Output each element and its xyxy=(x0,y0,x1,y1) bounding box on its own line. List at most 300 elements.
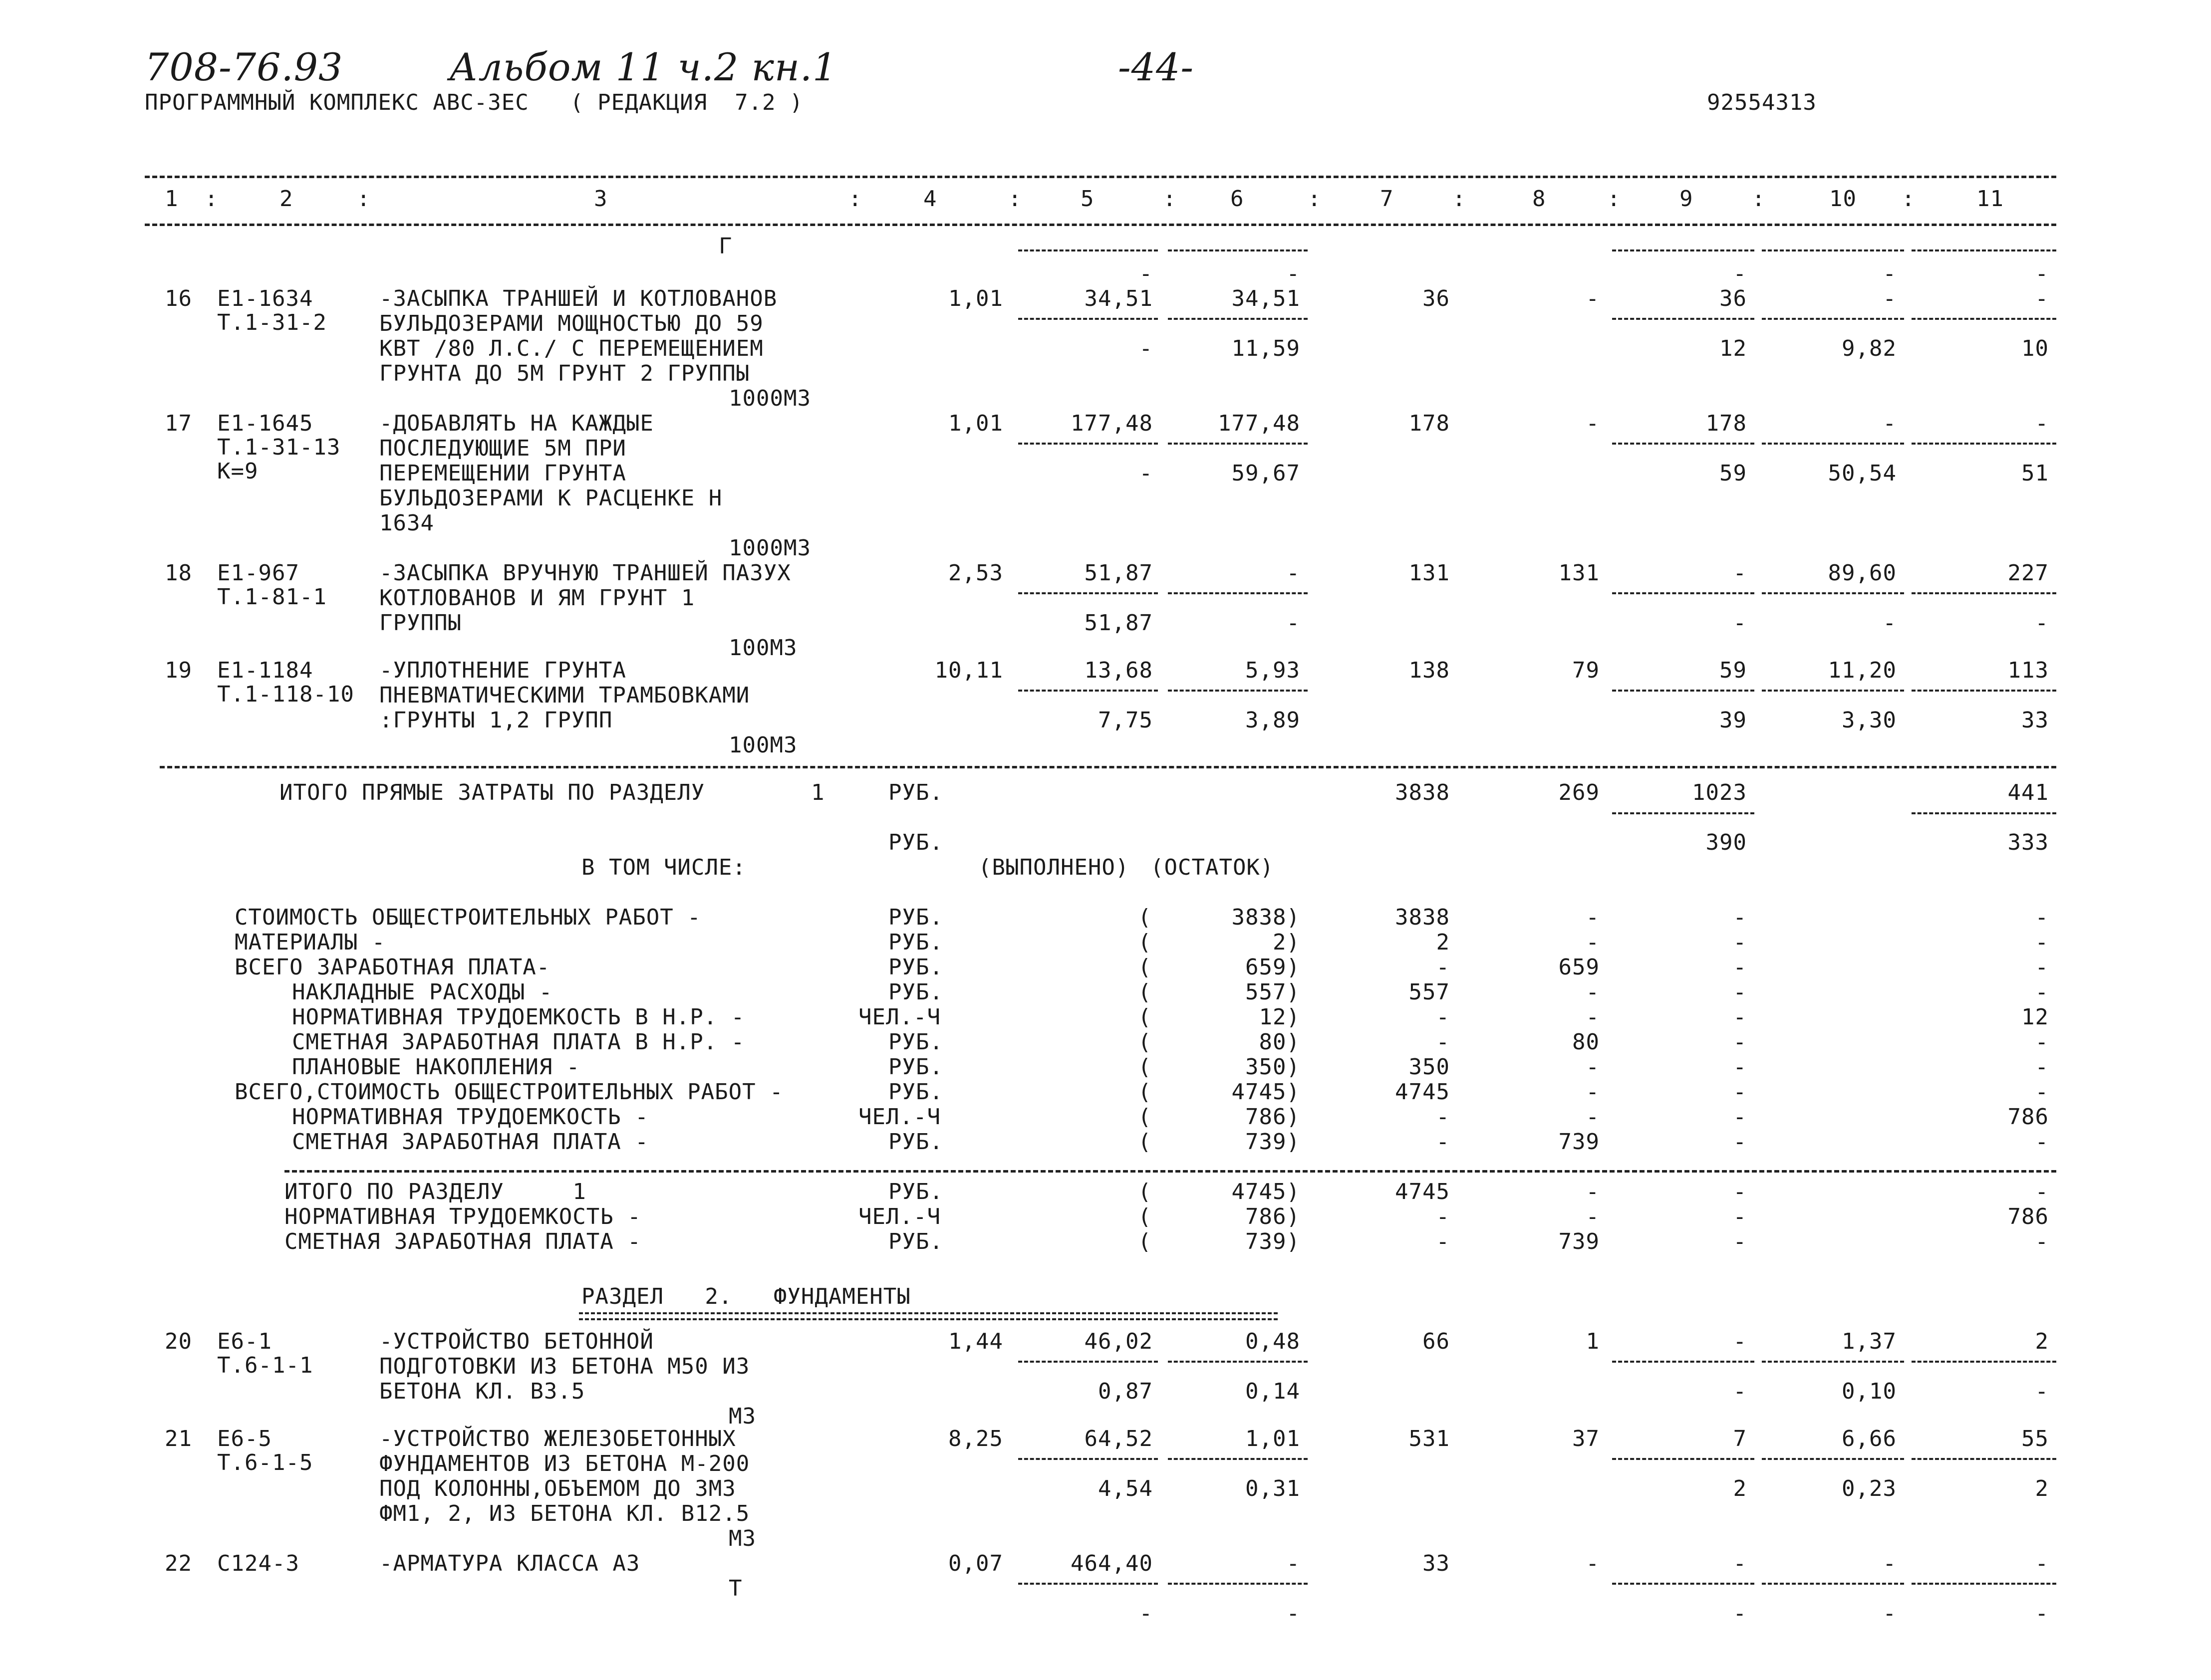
cell-col9-bottom: - xyxy=(1733,1601,1747,1626)
item-code: Е6-1 xyxy=(217,1329,272,1354)
summary-label: НОРМАТИВНАЯ ТРУДОЕМКОСТЬ - xyxy=(292,1104,649,1130)
unit-label: Г xyxy=(719,234,733,259)
cell-underline-5 xyxy=(1018,592,1158,594)
section-total-c8: - xyxy=(1586,1204,1600,1229)
column-separator: : xyxy=(848,186,862,212)
cell-col8: 79 xyxy=(1572,658,1600,683)
item-code: Е1-967 xyxy=(217,560,299,586)
cell-dash: - xyxy=(2035,261,2049,286)
cell-col10-top: - xyxy=(1883,286,1897,311)
cell-col6-top: - xyxy=(1286,560,1300,586)
item-reference: Т.1-31-2 xyxy=(217,310,327,335)
summary-open-paren: ( xyxy=(1138,905,1152,930)
summary-open-paren: ( xyxy=(1138,1004,1152,1030)
cell-col6-top: 1,01 xyxy=(1245,1426,1300,1451)
summary-c9: - xyxy=(1733,1054,1747,1080)
summary-c9: - xyxy=(1733,1004,1747,1030)
item-unit: 1000М3 xyxy=(729,386,811,411)
section-total-c9: - xyxy=(1733,1229,1747,1254)
summary-open-paren: ( xyxy=(1138,930,1152,955)
cell-col8: 131 xyxy=(1558,560,1600,586)
item-description: КОТЛОВАНОВ И ЯМ ГРУНТ 1 xyxy=(379,585,695,611)
item-code: Е1-1184 xyxy=(217,658,313,683)
cell-col6-top: - xyxy=(1286,1551,1300,1576)
summary-c8: - xyxy=(1586,930,1600,955)
column-separator: : xyxy=(1752,186,1766,212)
cell-underline-5 xyxy=(1018,318,1158,320)
summary-unit: РУБ. xyxy=(888,979,943,1005)
summary-open-paren: ( xyxy=(1138,1054,1152,1080)
cell-underline-11 xyxy=(1912,1361,2056,1363)
cell-col5-bottom: - xyxy=(1139,461,1153,486)
summary-label: НАКЛАДНЫЕ РАСХОДЫ - xyxy=(292,979,553,1005)
section-total-open-paren: ( xyxy=(1138,1204,1152,1229)
cell-col9-top: - xyxy=(1733,1329,1747,1354)
item-description: БУЛЬДОЗЕРАМИ МОЩНОСТЬЮ ДО 59 xyxy=(379,311,764,336)
summary-c7: 557 xyxy=(1408,979,1450,1005)
cell-col6-bottom: - xyxy=(1286,610,1300,636)
item-description: ПОСЛЕДУЮЩИЕ 5М ПРИ xyxy=(379,436,626,461)
summary-label: МАТЕРИАЛЫ - xyxy=(235,930,386,955)
header-top-rule xyxy=(145,176,2056,178)
cell-col9-top: 7 xyxy=(1733,1426,1747,1451)
summary-c9: - xyxy=(1733,1079,1747,1105)
column-header-2: 2 xyxy=(279,186,293,212)
cell-underline-11 xyxy=(1912,443,2056,445)
cell-col8: 1 xyxy=(1586,1329,1600,1354)
summary-label: ВСЕГО ЗАРАБОТНАЯ ПЛАТА- xyxy=(235,955,551,980)
including-label: В ТОМ ЧИСЛЕ: xyxy=(581,855,746,880)
program-line: ПРОГРАММНЫЙ КОМПЛЕКС АВС-ЗЕС ( РЕДАКЦИЯ 7.2 ) xyxy=(145,90,804,115)
cell-underline-11 xyxy=(1912,1458,2056,1460)
summary-value: 4745) xyxy=(1231,1079,1300,1105)
cell-col5-top: 34,51 xyxy=(1084,286,1153,311)
cell-col7: 66 xyxy=(1422,1329,1450,1354)
summary-label: ПЛАНОВЫЕ НАКОПЛЕНИЯ - xyxy=(292,1054,580,1080)
column-header-5: 5 xyxy=(1081,186,1095,212)
rest-label: (ОСТАТОК) xyxy=(1150,855,1274,880)
summary-c7: 4745 xyxy=(1395,1079,1450,1105)
summary-label: СМЕТНАЯ ЗАРАБОТНАЯ ПЛАТА В Н.Р. - xyxy=(292,1029,745,1055)
cell-underline-10 xyxy=(1762,592,1904,594)
item-coefficient: К=9 xyxy=(217,459,259,484)
cell-underline-6 xyxy=(1168,1458,1308,1460)
item-reference: Т.1-81-1 xyxy=(217,584,327,610)
summary-open-paren: ( xyxy=(1138,1079,1152,1105)
page-number: -44- xyxy=(1118,45,1194,89)
cell-col5-bottom: 51,87 xyxy=(1084,610,1153,636)
summary-c8: - xyxy=(1586,1004,1600,1030)
cell-col6-bottom: 0,14 xyxy=(1245,1379,1300,1404)
item-unit: 1000М3 xyxy=(729,535,811,561)
item-number: 22 xyxy=(165,1551,192,1576)
section-2-double-rule xyxy=(579,1312,1278,1320)
item-description: -ЗАСЫПКА ВРУЧНУЮ ТРАНШЕЙ ПАЗУХ xyxy=(379,560,791,586)
cell-dash: - xyxy=(1733,261,1747,286)
summary-unit: РУБ. xyxy=(888,1029,943,1055)
summary-unit: РУБ. xyxy=(888,1079,943,1105)
cell-col5-bottom: 0,87 xyxy=(1098,1379,1153,1404)
cell-col4: 8,25 xyxy=(948,1426,1003,1451)
document-number: 92554313 xyxy=(1707,90,1817,115)
cell-col8: 37 xyxy=(1572,1426,1600,1451)
total-direct-section: 1 xyxy=(811,780,825,805)
summary-c11: 12 xyxy=(2021,1004,2049,1030)
cell-col11-bottom: 2 xyxy=(2035,1476,2049,1501)
item-unit: М3 xyxy=(729,1404,756,1429)
cell-col6-bottom: - xyxy=(1286,1601,1300,1626)
cell-underline-6 xyxy=(1168,592,1308,594)
doc-code: 708-76.93 xyxy=(145,45,343,89)
cell-col5-bottom: - xyxy=(1139,336,1153,361)
item-unit: Т xyxy=(729,1576,743,1601)
cell-col5-bottom: 7,75 xyxy=(1098,708,1153,733)
cell-col10-bottom: 0,23 xyxy=(1842,1476,1897,1501)
cell-underline-10 xyxy=(1762,1458,1904,1460)
cell-underline-10 xyxy=(1762,443,1904,445)
cell-col5-top: 464,40 xyxy=(1071,1551,1153,1576)
item-unit: 100М3 xyxy=(729,635,798,661)
summary-unit: РУБ. xyxy=(888,1054,943,1080)
summary-value: 786) xyxy=(1245,1104,1300,1130)
cell-col7: 178 xyxy=(1408,411,1450,436)
cell-col10-top: 1,37 xyxy=(1842,1329,1897,1354)
section-total-unit: РУБ. xyxy=(888,1229,943,1254)
cell-underline-5 xyxy=(1018,1458,1158,1460)
cell-col9-bottom: 59 xyxy=(1719,461,1747,486)
summary-value: 12) xyxy=(1259,1004,1300,1030)
summary-c9: - xyxy=(1733,1129,1747,1155)
cell-underline-6 xyxy=(1168,1361,1308,1363)
done-label: (ВЫПОЛНЕНО) xyxy=(978,855,1129,880)
cell-underline-10 xyxy=(1762,1583,1904,1585)
cell-col10-top: - xyxy=(1883,1551,1897,1576)
summary-value: 557) xyxy=(1245,979,1300,1005)
summary-open-paren: ( xyxy=(1138,1104,1152,1130)
summary-unit: РУБ. xyxy=(888,1129,943,1155)
summary-unit: ЧЕЛ.-Ч xyxy=(858,1004,941,1030)
cell-underline-6 xyxy=(1168,1583,1308,1585)
column-separator: : xyxy=(205,186,219,212)
cell-col9-bottom: 2 xyxy=(1733,1476,1747,1501)
cell-underline-6 xyxy=(1168,690,1308,692)
cell-col4: 1,01 xyxy=(948,286,1003,311)
cell-underline-5 xyxy=(1018,690,1158,692)
summary-c7: - xyxy=(1436,955,1450,980)
total-direct-c11: 441 xyxy=(2007,780,2049,805)
cell-col9-top: 59 xyxy=(1719,658,1747,683)
summary-c9: - xyxy=(1733,955,1747,980)
item-reference: Т.6-1-1 xyxy=(217,1353,313,1378)
section-rule xyxy=(160,766,2056,768)
section-total-open-paren: ( xyxy=(1138,1179,1152,1204)
summary-c9: - xyxy=(1733,930,1747,955)
cell-col8: - xyxy=(1586,1551,1600,1576)
cell-col7: 33 xyxy=(1422,1551,1450,1576)
cell-col10-bottom: 3,30 xyxy=(1842,708,1897,733)
item-description: БЕТОНА КЛ. В3.5 xyxy=(379,1379,585,1404)
summary-c8: - xyxy=(1586,1104,1600,1130)
cell-underline-5 xyxy=(1018,249,1158,251)
cell-underline-10 xyxy=(1762,318,1904,320)
cell-col10-top: 11,20 xyxy=(1828,658,1897,683)
cell-col10-top: - xyxy=(1883,411,1897,436)
cell-col11-bottom: - xyxy=(2035,1379,2049,1404)
cell-col8: - xyxy=(1586,411,1600,436)
item-description: -УСТРОЙСТВО ЖЕЛЕЗОБЕТОННЫХ xyxy=(379,1426,736,1451)
item-reference: Т.1-118-10 xyxy=(217,682,354,707)
summary-open-paren: ( xyxy=(1138,955,1152,980)
item-number: 17 xyxy=(165,411,192,436)
cell-underline-9 xyxy=(1612,249,1754,251)
summary-c11: - xyxy=(2035,1079,2049,1105)
summary-c9: - xyxy=(1733,1104,1747,1130)
cell-underline-10 xyxy=(1762,1361,1904,1363)
cell-col6-top: 0,48 xyxy=(1245,1329,1300,1354)
summary-c7: - xyxy=(1436,1104,1450,1130)
item-description: -УПЛОТНЕНИЕ ГРУНТА xyxy=(379,658,626,683)
cell-col9-bottom: 12 xyxy=(1719,336,1747,361)
column-header-3: 3 xyxy=(594,186,608,212)
item-reference: Т.1-31-13 xyxy=(217,435,341,460)
total-direct-c9: 1023 xyxy=(1692,780,1747,805)
summary-c11: - xyxy=(2035,1054,2049,1080)
item-description: ГРУППЫ xyxy=(379,610,462,636)
section-total-unit: РУБ. xyxy=(888,1179,943,1204)
cell-underline-9 xyxy=(1612,443,1754,445)
summary-c11: - xyxy=(2035,905,2049,930)
item-number: 18 xyxy=(165,560,192,586)
summary-value: 350) xyxy=(1245,1054,1300,1080)
cell-col4: 0,07 xyxy=(948,1551,1003,1576)
section-total-value: 786) xyxy=(1245,1204,1300,1229)
cell-underline-11 xyxy=(1912,318,2056,320)
section-total-c7: 4745 xyxy=(1395,1179,1450,1204)
cell-underline-9 xyxy=(1612,1458,1754,1460)
summary-c8: 659 xyxy=(1558,955,1600,980)
item-description: -АРМАТУРА КЛАССА А3 xyxy=(379,1551,640,1576)
cell-col9-bottom: - xyxy=(1733,1379,1747,1404)
section-total-label: СМЕТНАЯ ЗАРАБОТНАЯ ПЛАТА - xyxy=(284,1229,641,1254)
summary-value: 80) xyxy=(1259,1029,1300,1055)
total-direct-unit2: РУБ. xyxy=(888,830,943,855)
section-total-c9: - xyxy=(1733,1179,1747,1204)
summary-c7: - xyxy=(1436,1129,1450,1155)
cell-col8: - xyxy=(1586,286,1600,311)
cell-underline-9 xyxy=(1612,592,1754,594)
cell-col6-bottom: 11,59 xyxy=(1231,336,1300,361)
cell-col4: 10,11 xyxy=(934,658,1003,683)
cell-underline-10 xyxy=(1762,249,1904,251)
cell-col4: 2,53 xyxy=(948,560,1003,586)
total-direct-unit: РУБ. xyxy=(888,780,943,805)
summary-c11: - xyxy=(2035,955,2049,980)
cell-col7: 531 xyxy=(1408,1426,1450,1451)
cell-col5-bottom: - xyxy=(1139,1601,1153,1626)
cell-underline-11 xyxy=(1912,812,2056,814)
summary-label: ВСЕГО,СТОИМОСТЬ ОБЩЕСТРОИТЕЛЬНЫХ РАБОТ - xyxy=(235,1079,784,1105)
cell-col10-bottom: - xyxy=(1883,1601,1897,1626)
cell-underline-5 xyxy=(1018,443,1158,445)
total-direct-label: ИТОГО ПРЯМЫЕ ЗАТРАТЫ ПО РАЗДЕЛУ xyxy=(279,780,705,805)
cell-col5-top: 64,52 xyxy=(1084,1426,1153,1451)
cell-col11-top: - xyxy=(2035,1551,2049,1576)
cell-underline-5 xyxy=(1018,1361,1158,1363)
cell-underline-11 xyxy=(1912,249,2056,251)
item-reference: Т.6-1-5 xyxy=(217,1450,313,1475)
item-description: ГРУНТА ДО 5М ГРУНТ 2 ГРУППЫ xyxy=(379,361,750,386)
summary-unit: РУБ. xyxy=(888,905,943,930)
section-total-value: 4745) xyxy=(1231,1179,1300,1204)
item-number: 19 xyxy=(165,658,192,683)
item-description: 1634 xyxy=(379,510,434,536)
cell-col10-bottom: 50,54 xyxy=(1828,461,1897,486)
cell-col9-top: - xyxy=(1733,1551,1747,1576)
column-separator: : xyxy=(1607,186,1621,212)
item-description: ПЕРЕМЕЩЕНИИ ГРУНТА xyxy=(379,461,626,486)
cell-col10-bottom: 9,82 xyxy=(1842,336,1897,361)
section-total-open-paren: ( xyxy=(1138,1229,1152,1254)
summary-open-paren: ( xyxy=(1138,1129,1152,1155)
cell-col9-bottom: 39 xyxy=(1719,708,1747,733)
section-total-c9: - xyxy=(1733,1204,1747,1229)
cell-col9-top: - xyxy=(1733,560,1747,586)
cell-col6-bottom: 3,89 xyxy=(1245,708,1300,733)
item-unit: 100М3 xyxy=(729,732,798,758)
item-description: ФМ1, 2, ИЗ БЕТОНА КЛ. В12.5 xyxy=(379,1501,750,1526)
cell-col11-top: - xyxy=(2035,286,2049,311)
column-header-10: 10 xyxy=(1829,186,1857,212)
item-code: Е6-5 xyxy=(217,1426,272,1451)
section-total-label: НОРМАТИВНАЯ ТРУДОЕМКОСТЬ - xyxy=(284,1204,641,1229)
column-header-1: 1 xyxy=(165,186,179,212)
column-header-11: 11 xyxy=(1976,186,2004,212)
section-total-unit: ЧЕЛ.-Ч xyxy=(858,1204,941,1229)
cell-col11-top: 2 xyxy=(2035,1329,2049,1354)
cell-col5-top: 51,87 xyxy=(1084,560,1153,586)
item-number: 16 xyxy=(165,286,192,311)
summary-c11: - xyxy=(2035,930,2049,955)
cell-col4: 1,44 xyxy=(948,1329,1003,1354)
item-description: ПНЕВМАТИЧЕСКИМИ ТРАМБОВКАМИ xyxy=(379,683,750,708)
item-description: ПОДГОТОВКИ ИЗ БЕТОНА М50 ИЗ xyxy=(379,1354,750,1379)
cell-underline-11 xyxy=(1912,1583,2056,1585)
summary-unit: ЧЕЛ.-Ч xyxy=(858,1104,941,1130)
item-description: -ДОБАВЛЯТЬ НА КАЖДЫЕ xyxy=(379,411,654,436)
total-direct-c9b: 390 xyxy=(1705,830,1747,855)
cell-col11-bottom: 10 xyxy=(2021,336,2049,361)
cell-col9-top: 36 xyxy=(1719,286,1747,311)
cell-underline-10 xyxy=(1762,690,1904,692)
summary-value: 739) xyxy=(1245,1129,1300,1155)
cell-underline-9 xyxy=(1612,812,1754,814)
summary-c7: 3838 xyxy=(1395,905,1450,930)
cell-col11-top: 227 xyxy=(2007,560,2049,586)
summary-c9: - xyxy=(1733,905,1747,930)
summary-c7: 350 xyxy=(1408,1054,1450,1080)
cell-col7: 131 xyxy=(1408,560,1450,586)
cell-underline-11 xyxy=(1912,592,2056,594)
cell-underline-6 xyxy=(1168,249,1308,251)
section-total-c11: 786 xyxy=(2007,1204,2049,1229)
summary-open-paren: ( xyxy=(1138,1029,1152,1055)
cell-col5-top: 13,68 xyxy=(1084,658,1153,683)
item-code: Е1-1634 xyxy=(217,286,313,311)
section-rule xyxy=(284,1170,2056,1173)
summary-value: 659) xyxy=(1245,955,1300,980)
section-total-c11: - xyxy=(2035,1179,2049,1204)
cell-underline-9 xyxy=(1612,690,1754,692)
summary-c7: 2 xyxy=(1436,930,1450,955)
item-description: -ЗАСЫПКА ТРАНШЕЙ И КОТЛОВАНОВ xyxy=(379,286,778,311)
section-total-c7: - xyxy=(1436,1204,1450,1229)
cell-dash: - xyxy=(1139,261,1153,286)
item-description: ФУНДАМЕНТОВ ИЗ БЕТОНА М-200 xyxy=(379,1451,750,1476)
cell-dash: - xyxy=(1883,261,1897,286)
cell-col5-bottom: 4,54 xyxy=(1098,1476,1153,1501)
section-total-c7: - xyxy=(1436,1229,1450,1254)
cell-underline-5 xyxy=(1018,1583,1158,1585)
summary-c8: - xyxy=(1586,979,1600,1005)
item-unit: М3 xyxy=(729,1526,756,1551)
summary-c8: 80 xyxy=(1572,1029,1600,1055)
header-bottom-rule xyxy=(145,224,2056,226)
summary-open-paren: ( xyxy=(1138,979,1152,1005)
cell-underline-6 xyxy=(1168,318,1308,320)
cell-col10-bottom: - xyxy=(1883,610,1897,636)
cell-underline-9 xyxy=(1612,318,1754,320)
item-code: Е1-1645 xyxy=(217,411,313,436)
section-total-value: 739) xyxy=(1245,1229,1300,1254)
item-description: -УСТРОЙСТВО БЕТОННОЙ xyxy=(379,1329,654,1354)
cell-col6-top: 34,51 xyxy=(1231,286,1300,311)
column-header-9: 9 xyxy=(1679,186,1693,212)
cell-underline-9 xyxy=(1612,1361,1754,1363)
section-total-c8: - xyxy=(1586,1179,1600,1204)
cell-col6-top: 177,48 xyxy=(1218,411,1300,436)
summary-c8: 739 xyxy=(1558,1129,1600,1155)
column-separator: : xyxy=(1452,186,1466,212)
cell-col11-top: 113 xyxy=(2007,658,2049,683)
cell-col6-bottom: 59,67 xyxy=(1231,461,1300,486)
summary-c8: - xyxy=(1586,1054,1600,1080)
column-separator: : xyxy=(1163,186,1177,212)
cell-col6-bottom: 0,31 xyxy=(1245,1476,1300,1501)
cell-underline-11 xyxy=(1912,690,2056,692)
cell-col5-top: 177,48 xyxy=(1071,411,1153,436)
summary-c11: - xyxy=(2035,1029,2049,1055)
cell-underline-9 xyxy=(1612,1583,1754,1585)
section-total-c8: 739 xyxy=(1558,1229,1600,1254)
cell-col11-bottom: 51 xyxy=(2021,461,2049,486)
column-separator: : xyxy=(1308,186,1322,212)
cell-col11-bottom: 33 xyxy=(2021,708,2049,733)
summary-c7: - xyxy=(1436,1029,1450,1055)
cell-col10-bottom: 0,10 xyxy=(1842,1379,1897,1404)
cell-col11-top: - xyxy=(2035,411,2049,436)
summary-unit: РУБ. xyxy=(888,955,943,980)
cell-col7: 36 xyxy=(1422,286,1450,311)
summary-label: НОРМАТИВНАЯ ТРУДОЕМКОСТЬ В Н.Р. - xyxy=(292,1004,745,1030)
section-2-title: РАЗДЕЛ 2. ФУНДАМЕНТЫ xyxy=(581,1284,911,1309)
item-description: БУЛЬДОЗЕРАМИ К РАСЦЕНКЕ Н xyxy=(379,485,723,511)
summary-c8: - xyxy=(1586,1079,1600,1105)
summary-c7: - xyxy=(1436,1004,1450,1030)
summary-c8: - xyxy=(1586,905,1600,930)
summary-unit: РУБ. xyxy=(888,930,943,955)
cell-col11-bottom: - xyxy=(2035,1601,2049,1626)
column-separator: : xyxy=(1902,186,1916,212)
